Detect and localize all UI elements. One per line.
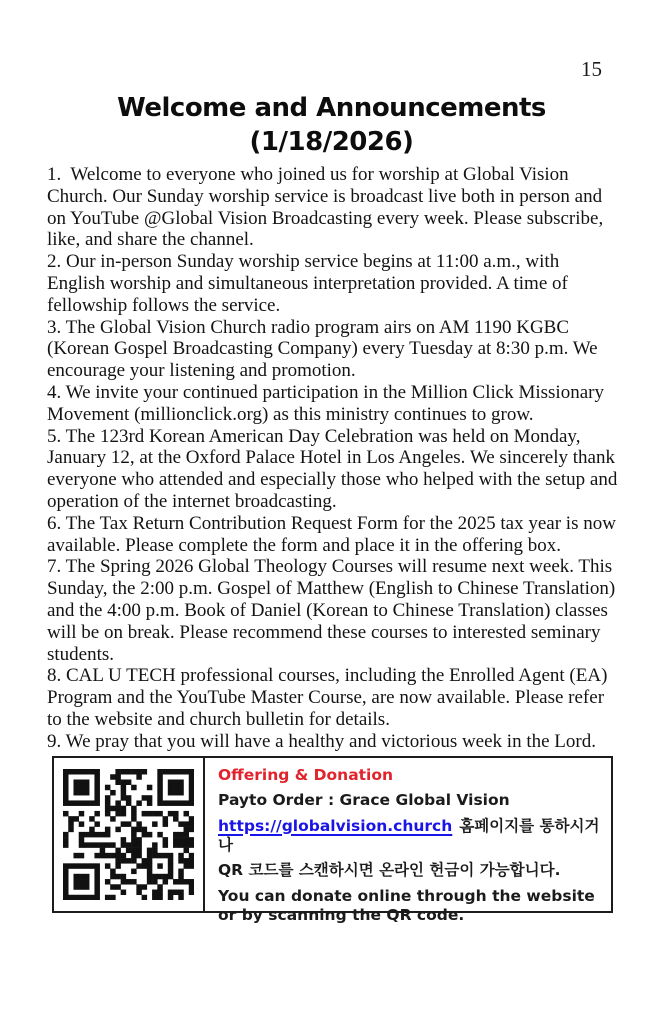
page-title-line2: (1/18/2026) [249,127,414,157]
donation-text [205,758,611,924]
donation-box [52,756,613,924]
qr-code-icon [63,769,194,900]
website-link[interactable]: https://globalvision.church [218,816,453,835]
korean-instruction-line: QR 코드를 스캔하시면 온라인 헌금이 가능합니다. [218,861,561,880]
website-line [218,817,601,855]
announcements-list [47,164,623,753]
announcement-item-7: 7. The Spring 2026 Global Theology Courses will resume next week. This Sunday, the 2:00 p.m. Gospel of Matthew (English to Chinese Translation) and the 4:00 p.m. Book of Daniel (Korean to Chinese Translation) classes will be on break. Please recommend these courses to interested seminary students. [47,556,620,665]
qr-cell [54,758,205,911]
donation-heading: Offering & Donation [218,765,394,784]
announcement-item-8: 8. CAL U TECH professional courses, including the Enrolled Agent (EA) Program and the YouTube Master Course, are now available. Please refer to the website and church bulletin for details. [47,665,613,730]
announcement-item-2: 2. Our in-person Sunday worship service begins at 11:00 a.m., with English worship and simultaneous interpretation provided. A time of fellowship follows the service. [47,251,573,316]
announcement-item-3: 3. The Global Vision Church radio program airs on AM 1190 KGBC (Korean Gospel Broadcasting Company) every Tuesday at 8:30 p.m. We encourage your listening and promotion. [47,316,603,382]
page-title-line1: Welcome and Announcements [117,93,546,123]
announcement-item-6: 6. The Tax Return Contribution Request Form for the 2025 tax year is now available. Please complete the form and place it in the offering box. [47,512,621,556]
announcement-item-9: 9. We pray that you will have a healthy and victorious week in the Lord. [47,730,596,752]
page-number: 15 [581,57,602,81]
announcement-item-5: 5. The 123rd Korean American Day Celebration was held on Monday, January 12, at the Oxford Palace Hotel in Los Angeles. We sincerely thank everyone who attended and especially those who helped with the setup and operation of the internet broadcasting. [47,425,623,512]
announcement-item-4: 4. We invite your continued participation in the Million Click Missionary Movement (millionclick.org) as this ministry continues to grow. [47,381,609,425]
website-line-korean: 홈페이지를 통하시거나 [218,816,600,854]
announcement-item-1: 1. Welcome to everyone who joined us for worship at Global Vision Church. Our Sunday worship service is broadcast live both in person and on YouTube @Global Vision Broadcasting every week. Please subscribe, like, and share the channel. [47,164,608,251]
english-instruction-line: You can donate online through the website or by scanning the QR code. [218,886,595,924]
page-title [0,0,663,159]
payto-order-line: Payto Order : Grace Global Vision [218,791,510,810]
